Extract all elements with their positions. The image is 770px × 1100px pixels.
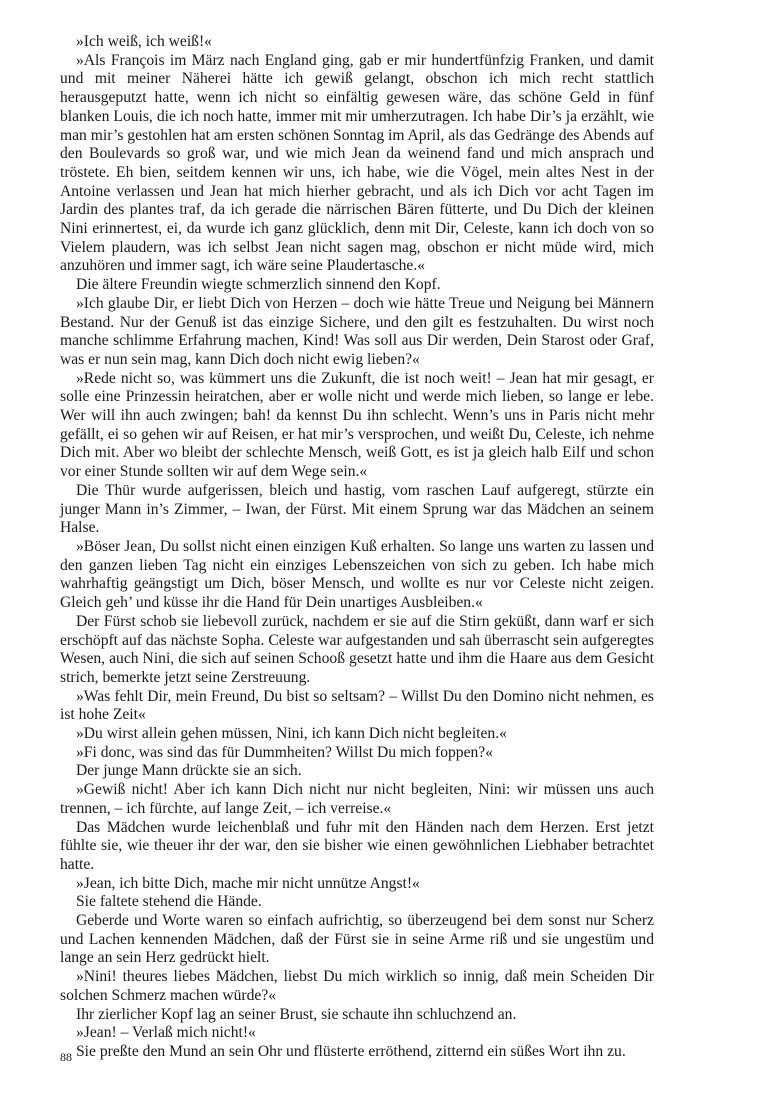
paragraph: Das Mädchen wurde leichenblaß und fuhr mit den Händen nach dem Herzen. Erst jetzt fühlte sie, wie theuer ihr der war, den sie bisher wie einen gewöhnlichen Liebhaber betrachtet hatte.: [60, 818, 654, 873]
paragraph: Geberde und Worte waren so einfach aufrichtig, so überzeugend bei dem sonst nur Scherz und Lachen kennenden Mädchen, daß der Fürst sie in seine Arme riß und sie ungestüm und lange an sein Herz gedrückt hielt.: [60, 912, 654, 967]
paragraph: »Jean! – Verlaß mich nicht!«: [76, 1024, 256, 1042]
paragraph: »Böser Jean, Du sollst nicht einen einzigen Kuß erhalten. So lange uns warten zu lassen und den ganzen lieben Tag nicht ein einziges Lebenszeichen von sich zu geben. Ich habe mich wahrhaftig geängstigt um Dich, böser Mensch, und wollte es nur vor Celeste nicht zeigen. Gleich geh’ und küsse ihr die Hand für Dein unartiges Ausbleiben.«: [60, 537, 654, 612]
body-text: [60, 33, 654, 1062]
paragraph: »Rede nicht so, was kümmert uns die Zukunft, die ist noch weit! – Jean hat mir gesagt, er solle eine Prinzessin heiratchen, aber er wolle nicht und werde mich lieben, so lange er lebe. Wer will ihn auch zwingen; bah! da kennst Du ihn schlecht. Wenn’s uns in Paris nicht mehr gefällt, ei so gehen wir auf Reisen, er hat mir’s versprochen, und weißt Du, Celeste, ich nehme Dich mit. Aber wo bleibt der schlechte Mensch, weiß Gott, es ist ja gleich halb Eilf und schon vor einer Stunde sollten wir auf dem Wege sein.«: [60, 369, 654, 481]
paragraph: »Gewiß nicht! Aber ich kann Dich nicht nur nicht begleiten, Nini: wir müssen uns auch trennen, – ich fürchte, auf lange Zeit, – ich verreise.«: [60, 781, 654, 817]
paragraph: Sie faltete stehend die Hände.: [76, 893, 262, 911]
paragraph: »Du wirst allein gehen müssen, Nini, ich kann Dich nicht begleiten.«: [76, 725, 507, 743]
page-number: 88: [60, 1050, 72, 1064]
paragraph: Die Thür wurde aufgerissen, bleich und hastig, vom raschen Lauf aufgeregt, stürzte ein junger Mann in’s Zimmer, – Iwan, der Fürst. Mit einem Sprung war das Mädchen an seinem Halse.: [60, 481, 654, 537]
paragraph: »Als François im März nach England ging, gab er mir hundertfünfzig Franken, und damit und mit meiner Näherei hätte ich gewiß gelangt, obschon ich mich recht stattlich herausgeputzt hatte, wenn ich nicht so einfältig gewesen wäre, das schöne Geld in fünf blanken Louis, die ich noch hatte, immer mit mir umherzutragen. Ich habe Dir’s ja erzählt, wie man mir’s gestohlen hat am ersten schönen Sonntag im April, als das Gedränge des Abends auf den Boulevards so groß war, und wie mich Jean da weinend fand und mich ansprach und tröstete. Eh bien, seitdem kennen wir uns, ich habe, wie die Vögel, mein altes Nest in der Antoine verlassen und Jean hat mich hierher gebracht, und als ich Dich vor acht Tagen im Jardin des plantes traf, da ich gerade die närrischen Bären fütterte, und Du Dich der kleinen Nini erinnertest, ei, da wurde ich ganz glücklich, denn mit Dir, Celeste, kann ich doch von so Vielem plaudern, was ich selbst Jean nicht sagen mag, obschon er nicht müde wird, mich anzuhören und immer sagt, ich wäre seine Plaudertasche.«: [60, 51, 654, 275]
paragraph: »Was fehlt Dir, mein Freund, Du bist so seltsam? – Willst Du den Domino nicht nehmen, es ist hohe Zeit«: [60, 687, 654, 724]
paragraph: Ihr zierlicher Kopf lag an seiner Brust, sie schaute ihn schluchzend an.: [76, 1005, 517, 1023]
paragraph: Sie preßte den Mund an sein Ohr und flüsterte erröthend, zitternd ein süßes Wort ihn zu.: [76, 1042, 626, 1060]
paragraph: »Ich glaube Dir, er liebt Dich von Herzen – doch wie hätte Treue und Neigung bei Männern Bestand. Nur der Genuß ist das einzige Sichere, und den gilt es festzuhalten. Du wirst noch manche schlimme Erfahrung machen, Kind! Was soll aus Dir werden, Dein Starost oder Graf, was er nun sein mag, kann Dich doch nicht ewig lieben?«: [60, 294, 654, 368]
paragraph: »Fi donc, was sind das für Dummheiten? Willst Du mich foppen?«: [76, 743, 494, 761]
paragraph: »Jean, ich bitte Dich, mache mir nicht unnütze Angst!«: [76, 874, 420, 892]
paragraph: »Nini! theures liebes Mädchen, liebst Du mich wirklich so innig, daß mein Scheiden Dir solchen Schmerz machen würde?«: [60, 968, 654, 1004]
paragraph: Der junge Mann drückte sie an sich.: [76, 762, 302, 780]
paragraph: Die ältere Freundin wiegte schmerzlich sinnend den Kopf.: [76, 276, 441, 294]
paragraph: Der Fürst schob sie liebevoll zurück, nachdem er sie auf die Stirn geküßt, dann warf er sich erschöpft auf das nächste Sopha. Celeste war aufgestanden und sah überrascht sein aufgeregtes Wesen, auch Nini, die sich auf seinen Schooß gesetzt hatte und ihm die Haare aus dem Gesicht strich, bemerkte jetzt seine Zerstreuung.: [60, 612, 654, 686]
paragraph: »Ich weiß, ich weiß!«: [76, 33, 212, 50]
